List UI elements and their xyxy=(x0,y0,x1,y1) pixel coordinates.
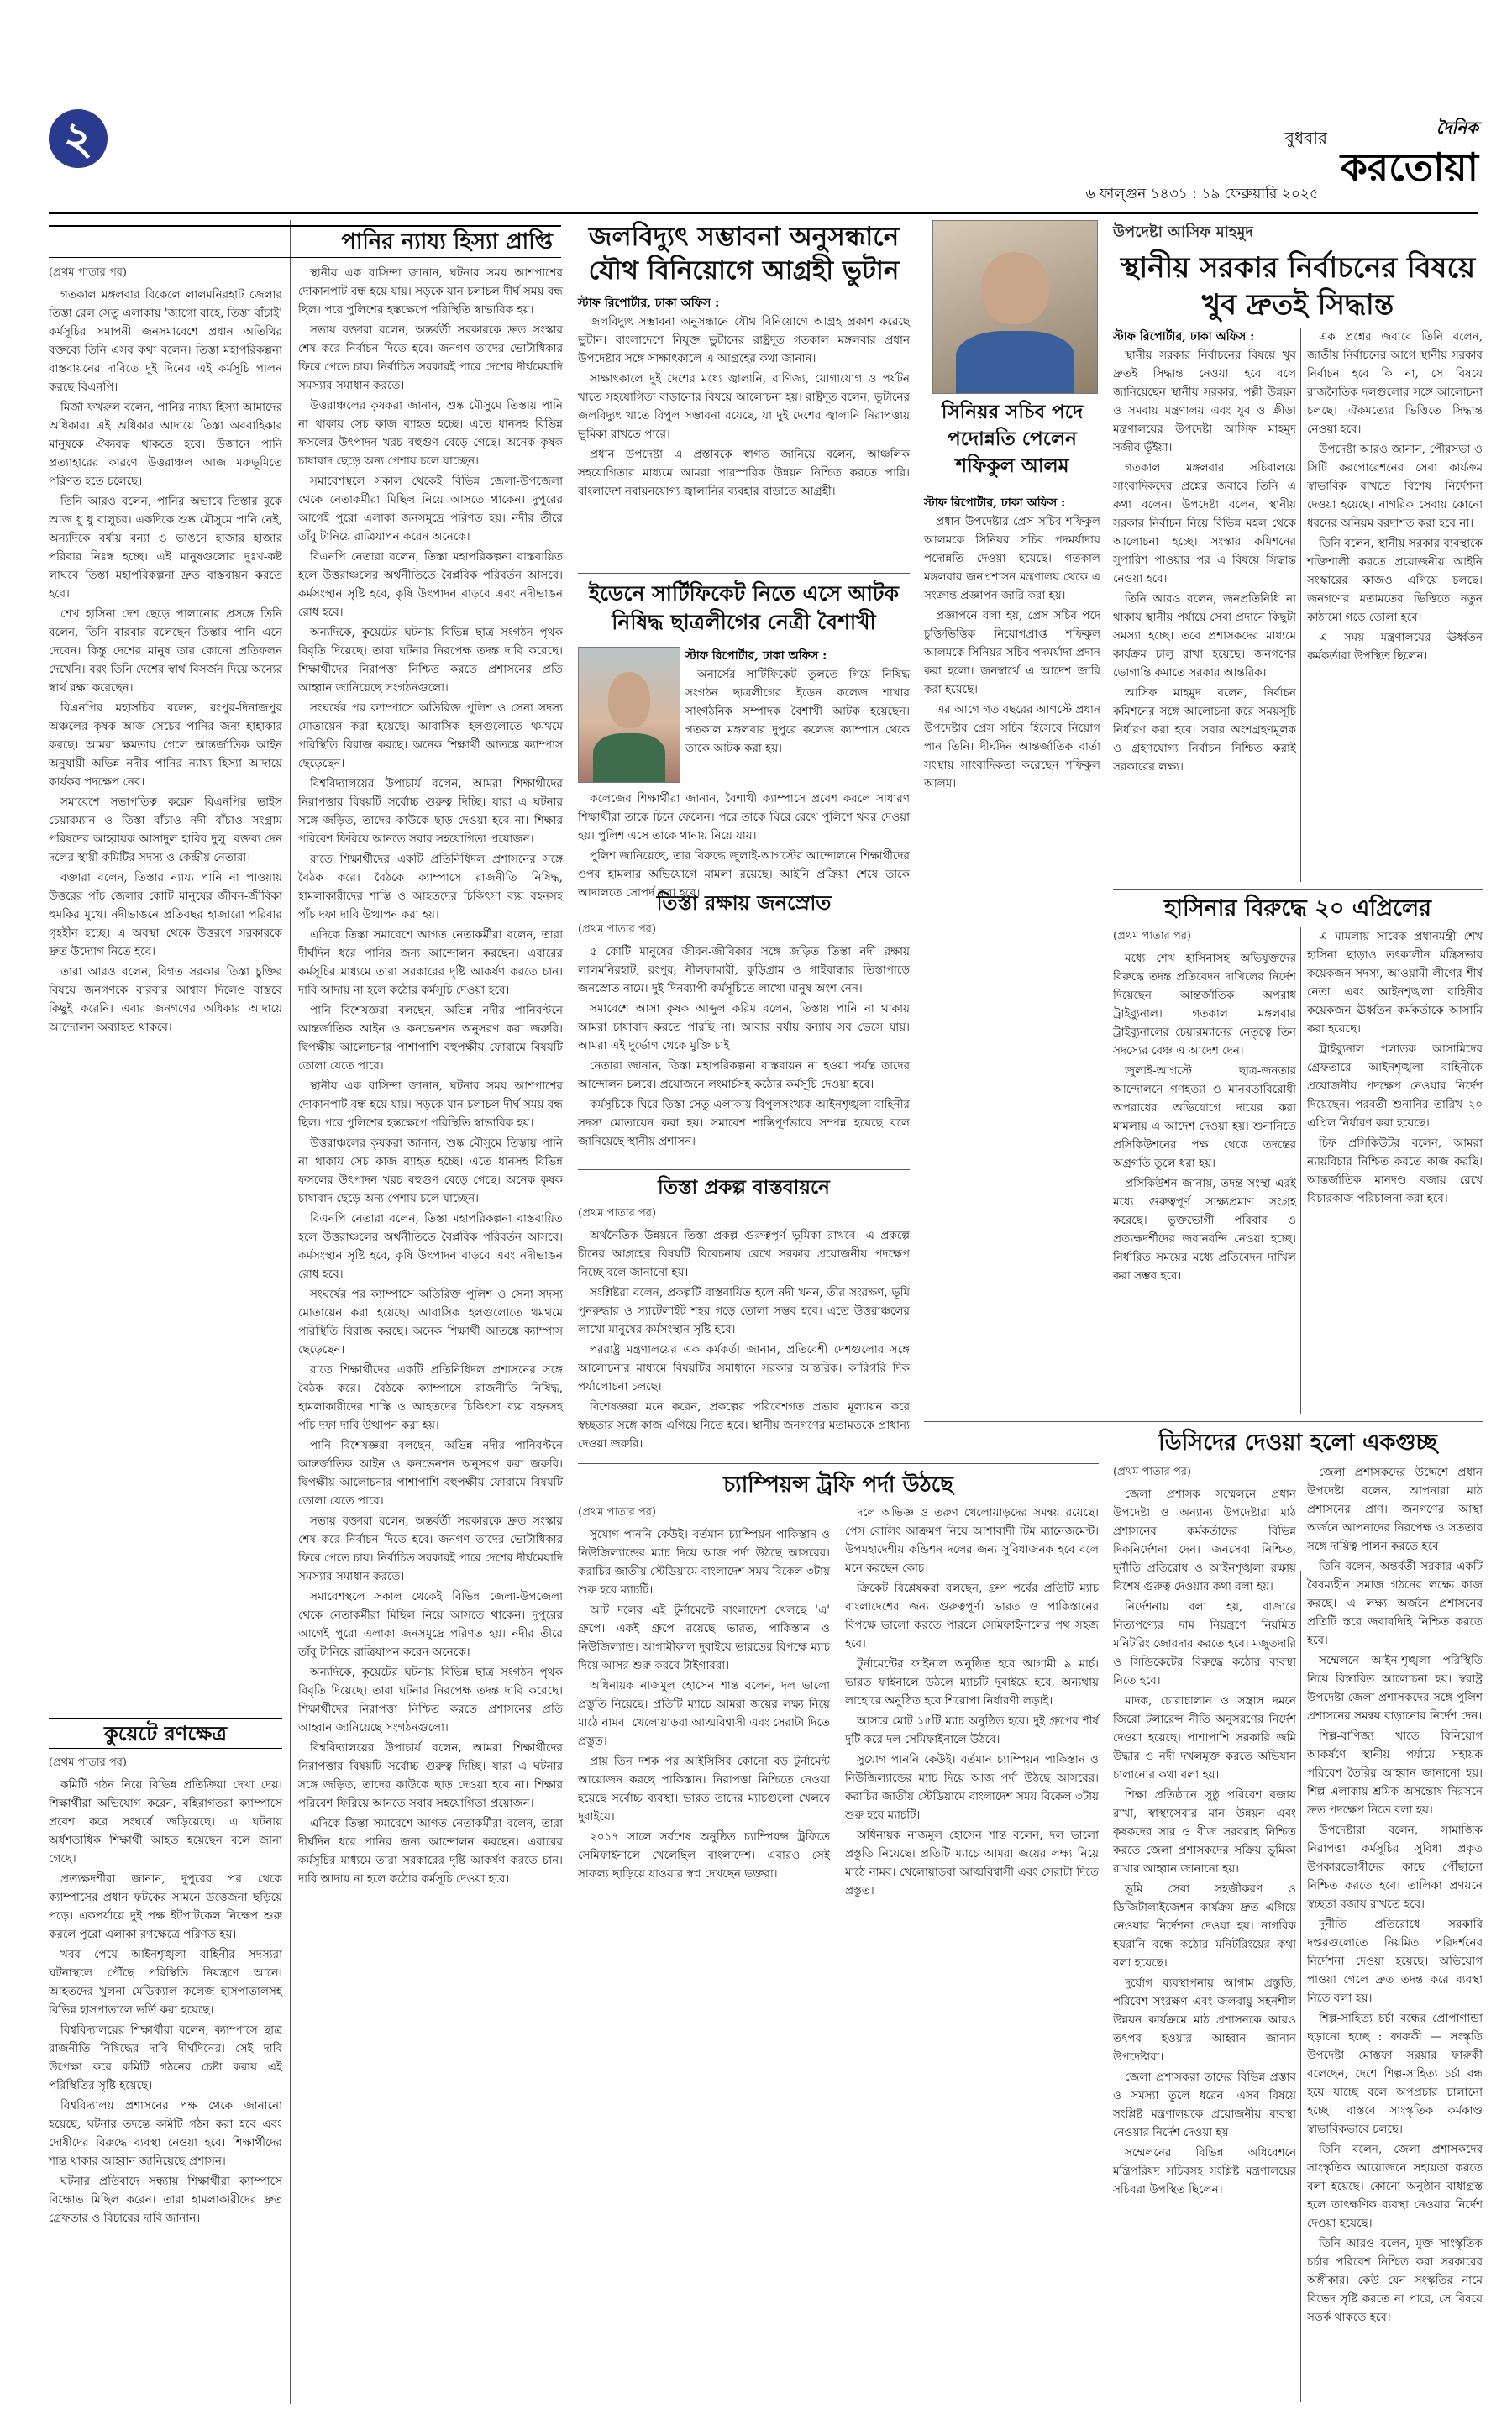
paragraph: তিনি আরও বলেন, মুক্ত সাংস্কৃতিক চর্চার পরিবেশ নিশ্চিত করা সরকারের অঙ্গীকার। কেউ যেন সংস্কৃতির নামে বিভেদ সৃষ্টি করতে না পারে, সে বিষয়ে সতর্ক থাকতে হবে। xyxy=(1307,2237,1483,2324)
paragraph: তিনি আরও বলেন, পানির অভাবে তিস্তার বুকে আজ ধু ধু বালুচর। একদিকে শুষ্ক মৌসুমে পানি নেই, অন্যদিকে বর্ষায় বন্যা ও ভাঙনে হাজার হাজার পরিবার নিঃস্ব হচ্ছে। এই মানুষগুলোর দুঃখ-কষ্ট লাঘবে তিস্তা মহাপরিকল্পনা দ্রুত বাস্তবায়ন করতে হবে। xyxy=(49,495,282,601)
paragraph: এ মামলায় সাবেক প্রধানমন্ত্রী শেখ হাসিনা ছাড়াও তৎকালীন মন্ত্রিসভার কয়েকজন সদস্য, আওয়ামী লীগের শীর্ষ নেতা এবং আইনশৃঙ্খলা বাহিনীর কয়েকজন ঊর্ধ্বতন কর্মকর্তাকে আসামি করা হয়েছে। xyxy=(1307,930,1483,1036)
paragraph: অন্যদিকে, কুয়েটের ঘটনায় বিভিন্ন ছাত্র সংগঠন পৃথক বিবৃতি দিয়েছে। তারা ঘটনার নিরপেক্ষ তদন্ত দাবি করেছে। শিক্ষার্থীদের নিরাপত্তা নিশ্চিত করতে প্রশাসনের প্রতি আহ্বান জানিয়েছে সংগঠনগুলো। xyxy=(298,1666,563,1735)
story-headline-box xyxy=(1113,220,1483,323)
article-hasina-cont xyxy=(1307,927,1483,1414)
article-champions-trophy-cont xyxy=(845,1504,1099,2401)
paragraph: প্রসিকিউশন জানায়, তদন্ত সংস্থা এরই মধ্যে গুরুত্বপূর্ণ সাক্ষ্যপ্রমাণ সংগ্রহ করেছে। ভুক্তভোগী পরিবার ও প্রত্যক্ষদর্শীদের জবানবন্দি নেওয়া হচ্ছে। নির্ধারিত সময়ের মধ্যে প্রতিবেদন দাখিল করা সম্ভব হবে। xyxy=(1113,1177,1296,1283)
paragraph: বিশ্ববিদ্যালয়ের শিক্ষার্থীরা বলেন, ক্যাম্পাসে ছাত্র রাজনীতি নিষিদ্ধের দাবি দীর্ঘদিনের। সেই দাবি উপেক্ষা করে কমিটি গঠনের চেষ্টা করায় এই পরিস্থিতির সৃষ্টি হয়েছে। xyxy=(49,2023,282,2092)
photo-baishakhi xyxy=(578,647,680,783)
article-dc xyxy=(1113,1463,1296,2401)
paragraph: উত্তরাঞ্চলের কৃষকরা জানান, শুষ্ক মৌসুমে তিস্তায় পানি না থাকায় সেচ কাজ ব্যাহত হচ্ছে। এতে ধানসহ বিভিন্ন ফসলের উৎপাদন খরচ বহুগুণ বেড়ে গেছে। অনেক কৃষক চাষাবাদ ছেড়ে অন্য পেশায় চলে যাচ্ছেন। xyxy=(298,1136,563,1205)
paragraph: জলবিদ্যুৎ সম্ভাবনা অনুসন্ধানে যৌথ বিনিয়োগে আগ্রহ প্রকাশ করেছে ভুটান। বাংলাদেশে নিযুক্ত ভুটানের রাষ্ট্রদূত গতকাল মঙ্গলবার প্রধান উপদেষ্টার সঙ্গে সাক্ষাৎকালে এ আগ্রহের কথা জানান। xyxy=(578,315,910,365)
paragraph: রাতে শিক্ষার্থীদের একটি প্রতিনিধিদল প্রশাসনের সঙ্গে বৈঠক করে। বৈঠকে ক্যাম্পাসে রাজনীতি নিষিদ্ধ, হামলাকারীদের শাস্তি ও আহতদের চিকিৎসা ব্যয় বহনসহ পাঁচ দফা দাবি উত্থাপন করা হয়। xyxy=(298,1363,563,1432)
paragraph: প্রধান উপদেষ্টা এ প্রস্তাবকে স্বাগত জানিয়ে বলেন, আঞ্চলিক সহযোগিতার মাধ্যমে আমরা পারস্পরিক উন্নয়ন নিশ্চিত করতে পারি। বাংলাদেশ নবায়নযোগ্য জ্বালানির ব্যবহার বাড়াতে আগ্রহী। xyxy=(578,448,910,498)
masthead-small: দৈনিক xyxy=(1436,118,1478,138)
paragraph: আসিফ মাহমুদ বলেন, নির্বাচন কমিশনের সঙ্গে আলোচনা করে সময়সূচি নির্ধারণ করা হবে। সবার অংশগ্রহণমূলক ও গ্রহণযোগ্য নির্বাচন নিশ্চিত করাই সরকারের লক্ষ্য। xyxy=(1113,686,1296,774)
paragraph: শেখ হাসিনা দেশ ছেড়ে পালানোর প্রসঙ্গে তিনি বলেন, তিনি বারবার বলেছেন তিস্তার পানি এনে দেবেন। কিন্তু দেশের মানুষ তার কোনো প্রতিফলন দেখেনি। বরং তিনি দেশের স্বার্থ বিসর্জন দিয়ে অন্যের স্বার্থ রক্ষা করেছেন। xyxy=(49,607,282,695)
paragraph: সম্মেলনের বিভিন্ন অধিবেশনে মন্ত্রিপরিষদ সচিবসহ সংশ্লিষ্ট মন্ত্রণালয়ের সচিবরা উপস্থিত ছিলেন। xyxy=(1113,2146,1296,2196)
paragraph: আসরে মোট ১৫টি ম্যাচ অনুষ্ঠিত হবে। দুই গ্রুপের শীর্ষ দুটি করে দল সেমিফাইনালে উঠবে। xyxy=(845,1714,1099,1746)
byline: স্টাফ রিপোর্টার, ঢাকা অফিস : xyxy=(924,496,1066,510)
paragraph: স্থানীয় সরকার নির্বাচনের বিষয়ে খুব দ্রুতই সিদ্ধান্ত নেওয়া হবে বলে জানিয়েছেন স্থানীয় সরকার, পল্লী উন্নয়ন ও সমবায় মন্ত্রণালয় এবং যুব ও ক্রীড়া মন্ত্রণালয়ের উপদেষ্টা আসিফ মাহমুদ সজীব ভূঁইয়া। xyxy=(1113,349,1296,454)
paragraph: সংঘর্ষের পর ক্যাম্পাসে অতিরিক্ত পুলিশ ও সেনা সদস্য মোতায়েন করা হয়েছে। আবাসিক হলগুলোতে থমথমে পরিস্থিতি বিরাজ করছে। অনেক শিক্ষার্থী আতঙ্কে ক্যাম্পাস ছেড়েছেন। xyxy=(298,1288,563,1357)
paragraph: বিশ্ববিদ্যালয়ের উপাচার্য বলেন, আমরা শিক্ষার্থীদের নিরাপত্তার বিষয়টি সর্বোচ্চ গুরুত্ব দিচ্ছি। যারা এ ঘটনার সঙ্গে জড়িত, তাদের কাউকে ছাড় দেওয়া হবে না। শিক্ষার পরিবেশ ফিরিয়ে আনতে সবার সহযোগিতা প্রয়োজন। xyxy=(298,1741,563,1810)
story-headline-box xyxy=(578,580,910,637)
paragraph: দলে অভিজ্ঞ ও তরুণ খেলোয়াড়দের সমন্বয় রয়েছে। পেস বোলিং আক্রমণ নিয়ে আশাবাদী টিম ম্যানেজমেন্ট। উপমহাদেশীয় কন্ডিশন দলের জন্য সুবিধাজনক হবে বলে মনে করছেন কোচ। xyxy=(845,1506,1099,1575)
article-hasina xyxy=(1113,927,1296,1414)
story-divider xyxy=(578,1463,1099,1464)
headline-eden: ইডেনে সার্টিফিকেট নিতে এসে আটক নিষিদ্ধ ছাত্রলীগের নেত্রী বৈশাখী xyxy=(588,581,900,634)
photo-face xyxy=(981,252,1050,324)
headline-teesta-crowd: তিস্তা রক্ষায় জনস্রোত xyxy=(656,890,832,915)
byline: স্টাফ রিপোর্টার, ঢাকা অফিস : xyxy=(685,649,827,663)
paragraph: তিনি বলেন, অন্তর্বর্তী সরকার একটি বৈষম্যহীন সমাজ গঠনের লক্ষ্যে কাজ করছে। এ লক্ষ্য অর্জনে প্রশাসনের প্রতিটি স্তরে জবাবদিহি নিশ্চিত করতে হবে। xyxy=(1307,1560,1483,1647)
headline-kicker: উপদেষ্টা আসিফ মাহমুদ xyxy=(1113,223,1253,241)
paragraph: সভায় বক্তারা বলেন, অন্তর্বর্তী সরকারকে দ্রুত সংস্কার শেষ করে নির্বাচন দিতে হবে। জনগণ তাদের ভোটাধিকার ফিরে পেতে চায়। নির্বাচিত সরকারই পারে দেশের দীর্ঘমেয়াদি সমস্যার সমাধান করতে। xyxy=(298,323,563,392)
paragraph: এর আগে গত বছরের আগস্টে প্রধান উপদেষ্টার প্রেস সচিব হিসেবে নিয়োগ পান তিনি। দীর্ঘদিন আন্তর্জাতিক বার্তা সংস্থায় সাংবাদিকতা করেছেন শফিকুল আলম। xyxy=(924,703,1101,790)
paragraph: প্রজ্ঞাপনে বলা হয়, প্রেস সচিব পদে চুক্তিভিত্তিক নিয়োগপ্রাপ্ত শফিকুল আলমকে সিনিয়র সচিব পদমর্যাদা প্রদান করা হলো। জনস্বার্থে এ আদেশ জারি করা হয়েছে। xyxy=(924,609,1100,696)
paragraph: প্রায় তিন দশক পর আইসিসির কোনো বড় টুর্নামেন্ট আয়োজন করছে পাকিস্তান। নিরাপত্তা নিশ্চিতে নেওয়া হয়েছে সর্বোচ্চ ব্যবস্থা। ভারত তাদের ম্যাচগুলো খেলবে দুবাইয়ে। xyxy=(578,1755,830,1824)
paragraph: এক প্রশ্নের জবাবে তিনি বলেন, জাতীয় নির্বাচনের আগে স্থানীয় সরকার নির্বাচন হবে কি না, সে বিষয়ে রাজনৈতিক দলগুলোর সঙ্গে আলোচনা চলছে। ঐকমত্যের ভিত্তিতে সিদ্ধান্ত নেওয়া হবে। xyxy=(1307,330,1483,436)
article-local-election xyxy=(1113,328,1296,882)
headline-hasina: হাসিনার বিরুদ্ধে ২০ এপ্রিলের xyxy=(1163,895,1432,921)
paragraph: তিনি আরও বলেন, জনপ্রতিনিধি না থাকায় স্থানীয় পর্যায়ে সেবা প্রদানে কিছুটা সমস্যা হচ্ছে। তবে প্রশাসকদের মাধ্যমে কার্যক্রম চালু রাখা হয়েছে। জনগণের ভোগান্তি কমাতে সরকার আন্তরিক। xyxy=(1113,592,1296,680)
paragraph: কলেজের শিক্ষার্থীরা জানান, বৈশাখী ক্যাম্পাসে প্রবেশ করলে সাধারণ শিক্ষার্থীরা তাকে চিনে ফেলেন। পরে তাকে ঘিরে রেখে পুলিশে খবর দেওয়া হয়। পুলিশ এসে তাকে থানায় নিয়ে যায়। xyxy=(578,792,910,842)
paragraph: পররাষ্ট্র মন্ত্রণালয়ের এক কর্মকর্তা জানান, প্রতিবেশী দেশগুলোর সঙ্গে আলোচনার মাধ্যমে বিষয়টির সমাধানে সরকার আন্তরিক। কারিগরি দিক পর্যালোচনা চলছে। xyxy=(578,1343,910,1393)
paragraph: দুর্নীতি প্রতিরোধে সরকারি দপ্তরগুলোতে নিয়মিত পরিদর্শনের নির্দেশনা দেওয়া হয়েছে। অভিযোগ পাওয়া গেলে দ্রুত তদন্ত করে ব্যবস্থা নিতে বলা হয়। xyxy=(1307,1918,1483,2005)
story-divider xyxy=(578,1169,910,1170)
paragraph: তারা আরও বলেন, বিগত সরকার তিস্তা চুক্তির বিষয়ে জনগণকে বারবার আশ্বাস দিলেও বাস্তবে কিছুই করেনি। এবার জনগণের অধিকার আদায়ে আন্দোলন অব্যাহত থাকবে। xyxy=(49,965,282,1034)
paragraph: শিক্ষা প্রতিষ্ঠানে সুষ্ঠু পরিবেশ বজায় রাখা, স্বাস্থ্যসেবার মান উন্নয়ন এবং কৃষকদের সার ও বীজ সরবরাহ নিশ্চিত করতে জেলা প্রশাসকদের সক্রিয় ভূমিকা রাখার আহ্বান জানানো হয়। xyxy=(1113,1788,1296,1876)
paragraph: এ সময় মন্ত্রণালয়ের ঊর্ধ্বতন কর্মকর্তারা উপস্থিত ছিলেন। xyxy=(1307,631,1483,663)
continued-label: (প্রথম পাতার পর) xyxy=(578,1207,656,1220)
continued-label: (প্রথম পাতার পর) xyxy=(49,266,127,279)
paragraph: অধিনায়ক নাজমুল হোসেন শান্ত বলেন, দল ভালো প্রস্তুতি নিয়েছে। প্রতিটি ম্যাচে আমরা জয়ের লক্ষ্য নিয়ে মাঠে নামব। খেলোয়াড়রা আত্মবিশ্বাসী এবং সেরাটা দিতে প্রস্তুত। xyxy=(578,1679,830,1748)
story-headline-box xyxy=(49,225,561,258)
paragraph: সমাবেশস্থলে সকাল থেকেই বিভিন্ন জেলা-উপজেলা থেকে নেতাকর্মীরা মিছিল নিয়ে আসতে থাকেন। দুপুরের আগেই পুরো এলাকা জনসমুদ্রে পরিণত হয়। নদীর তীরে তাঁবু টানিয়ে রাত্রিযাপন করেন অনেকে। xyxy=(298,1590,563,1659)
paragraph: তিনি বলেন, জেলা প্রশাসকদের সাংস্কৃতিক আয়োজনে সহায়তা করতে বলা হয়েছে। কোনো অনুষ্ঠান বাধাগ্রস্ত হলে তাৎক্ষণিক ব্যবস্থা নেওয়ার নির্দেশ দেওয়া হয়েছে। xyxy=(1307,2143,1483,2230)
paragraph: অনার্সের সার্টিফিকেট তুলতে গিয়ে নিষিদ্ধ সংগঠন ছাত্রলীগের ইডেন কলেজ শাখার সাংগঠনিক সম্পাদক বৈশাখী আটক হয়েছেন। গতকাল মঙ্গলবার দুপুরে কলেজ ক্যাম্পাস থেকে তাকে আটক করা হয়। xyxy=(685,668,910,755)
story-divider xyxy=(578,573,910,574)
paragraph: অর্থনৈতিক উন্নয়নে তিস্তা প্রকল্প গুরুত্বপূর্ণ ভূমিকা রাখবে। এ প্রকল্পে চীনের আগ্রহের বিষয়টি বিবেচনায় রেখে সরকার প্রয়োজনীয় পদক্ষেপ নিচ্ছে বলে জানানো হয়। xyxy=(578,1229,910,1279)
article-local-election-cont xyxy=(1307,328,1483,882)
paragraph: ২০১৭ সালে সর্বশেষ অনুষ্ঠিত চ্যাম্পিয়ন্স ট্রফিতে সেমিফাইনালে খেলেছিল বাংলাদেশ। এবারও সেই সাফল্য ছাড়িয়ে যাওয়ার স্বপ্ন দেখছেন ভক্তরা। xyxy=(578,1830,830,1881)
issue-day: বুধবার xyxy=(1284,128,1327,148)
paragraph: মধ্যে শেখ হাসিনাসহ অভিযুক্তদের বিরুদ্ধে তদন্ত প্রতিবেদন দাখিলের নির্দেশ দিয়েছেন আন্তর্জাতিক অপরাধ ট্রাইব্যুনাল। গতকাল মঙ্গলবার ট্রাইব্যুনালের চেয়ারম্যানের নেতৃত্বে তিন সদস্যের বেঞ্চ এ আদেশ দেন। xyxy=(1113,952,1296,1058)
headline-water-share: পানির ন্যায্য হিস্যা প্রাপ্তি xyxy=(341,229,553,255)
article-promotion xyxy=(924,494,1100,1458)
paragraph: ট্রাইব্যুনাল পলাতক আসামিদের গ্রেফতারে আইনশৃঙ্খলা বাহিনীকে প্রয়োজনীয় পদক্ষেপ নেওয়ার নির্দেশ দিয়েছেন। পরবর্তী শুনানির তারিখ ২০ এপ্রিল নির্ধারণ করা হয়েছে। xyxy=(1307,1042,1483,1130)
article-bhutan xyxy=(578,294,910,563)
paragraph: জেলা প্রশাসকদের উদ্দেশে প্রধান উপদেষ্টা বলেন, আপনারা মাঠ প্রশাসনের প্রাণ। জনগণের আস্থা অর্জনে আপনাদের নিরপেক্ষ ও সততার সঙ্গে দায়িত্ব পালন করতে হবে। xyxy=(1307,1466,1483,1553)
paragraph: ঘটনার প্রতিবাদে সন্ধ্যায় শিক্ষার্থীরা ক্যাম্পাসে বিক্ষোভ মিছিল করেন। তারা হামলাকারীদের দ্রুত গ্রেফতার ও বিচারের দাবি জানান। xyxy=(49,2175,282,2225)
paragraph: ৫ কোটি মানুষের জীবন-জীবিকার সঙ্গে জড়িত তিস্তা নদী রক্ষায় লালমনিরহাট, রংপুর, নীলফামারী, কুড়িগ্রাম ও গাইবান্ধার তিস্তাপাড়ে জনস্রোত নামে। দুই দিনব্যাপী কর্মসূচিতে লাখো মানুষ অংশ নেন। xyxy=(578,945,910,995)
paragraph: আট দলের এই টুর্নামেন্টে বাংলাদেশ খেলছে 'এ' গ্রুপে। একই গ্রুপে রয়েছে ভারত, পাকিস্তান ও নিউজিল্যান্ড। আগামীকাল দুবাইয়ে ভারতের বিপক্ষে ম্যাচ দিয়ে আসর শুরু করবে টাইগাররা। xyxy=(578,1603,830,1672)
paragraph: গতকাল মঙ্গলবার সচিবালয়ে সাংবাদিকদের প্রশ্নের জবাবে তিনি এ কথা বলেন। উপদেষ্টা বলেন, স্থানীয় সরকার নির্বাচন নিয়ে বিভিন্ন মহল থেকে আলোচনা হচ্ছে। সংস্কার কমিশনের সুপারিশ পাওয়ার পর এ বিষয়ে সিদ্ধান্ত নেওয়া হবে। xyxy=(1113,461,1296,585)
paragraph: জেলা প্রশাসক সম্মেলনে প্রধান উপদেষ্টা ও অন্যান্য উপদেষ্টারা মাঠ প্রশাসনের কর্মকর্তাদের বিভিন্ন দিকনির্দেশনা দেন। জনসেবা নিশ্চিত, দুর্নীতি প্রতিরোধ ও আইনশৃঙ্খলা রক্ষায় বিশেষ গুরুত্ব দেওয়ার কথা বলা হয়। xyxy=(1113,1488,1296,1593)
continued-label: (প্রথম পাতার পর) xyxy=(1113,930,1191,942)
article-continuation xyxy=(298,264,563,2401)
paragraph: বিএনপি নেতারা বলেন, তিস্তা মহাপরিকল্পনা বাস্তবায়িত হলে উত্তরাঞ্চলের অর্থনীতিতে বৈপ্লবিক পরিবর্তন আসবে। কর্মসংস্থান সৃষ্টি হবে, কৃষি উৎপাদন বাড়বে এবং নদীভাঙন রোধ হবে। xyxy=(298,1212,563,1281)
photo-shafiqul-alam xyxy=(932,220,1098,394)
paragraph: জুলাই-আগস্টে ছাত্র-জনতার আন্দোলনে গণহত্যা ও মানবতাবিরোধী অপরাধের অভিযোগে দায়ের করা মামলায় এ আদেশ দেওয়া হয়। শুনানিতে প্রসিকিউশনের পক্ষ থেকে তদন্তের অগ্রগতি তুলে ধরা হয়। xyxy=(1113,1064,1296,1170)
paragraph: বিএনপির মহাসচিব বলেন, রংপুর-দিনাজপুর অঞ্চলের কৃষক আজ সেচের পানির জন্য হাহাকার করছে। আমরা ক্ষমতায় গেলে আন্তর্জাতিক আইন অনুযায়ী অভিন্ন নদীর পানির ন্যায্য হিস্যা আদায়ে কার্যকর পদক্ষেপ নেব। xyxy=(49,701,282,789)
story-headline-box xyxy=(49,1718,282,1749)
paragraph: এদিকে তিস্তা সমাবেশে আগত নেতাকর্মীরা বলেন, তারা দীর্ঘদিন ধরে পানির জন্য আন্দোলন করছেন। এবারের কর্মসূচির মাধ্যমে তারা সরকারের দৃষ্টি আকর্ষণ করতে চান। দাবি আদায় না হলে কঠোর কর্মসূচি দেওয়া হবে। xyxy=(298,928,563,997)
paragraph: দুর্যোগ ব্যবস্থাপনায় আগাম প্রস্তুতি, পরিবেশ সংরক্ষণ এবং জলবায়ু সহনশীল উন্নয়ন কার্যক্রমে মাঠ প্রশাসনকে আরও তৎপর হওয়ার আহ্বান জানান উপদেষ্টারা। xyxy=(1113,1976,1296,2064)
masthead-title: করতোয়া xyxy=(1340,144,1478,190)
paragraph: সম্মেলনে আইন-শৃঙ্খলা পরিস্থিতি নিয়ে বিস্তারিত আলোচনা হয়। স্বরাষ্ট্র উপদেষ্টা জেলা প্রশাসকদের সঙ্গে পুলিশ প্রশাসনের সমন্বয় বাড়ানোর নির্দেশ দেন। xyxy=(1307,1654,1483,1723)
paragraph: অধিনায়ক নাজমুল হোসেন শান্ত বলেন, দল ভালো প্রস্তুতি নিয়েছে। প্রতিটি ম্যাচে আমরা জয়ের লক্ষ্য নিয়ে মাঠে নামব। খেলোয়াড়রা আত্মবিশ্বাসী এবং সেরাটা দিতে প্রস্তুত। xyxy=(845,1829,1099,1897)
continued-label: (প্রথম পাতার পর) xyxy=(1113,1466,1191,1478)
column-divider xyxy=(1300,328,1301,882)
article-teesta-project xyxy=(578,1205,910,1456)
headline-teesta-project: তিস্তা প্রকল্প বাস্তবায়নে xyxy=(658,1176,830,1199)
article-eden xyxy=(685,647,910,790)
paragraph: সংশ্লিষ্টরা বলেন, প্রকল্পটি বাস্তবায়িত হলে নদী খনন, তীর সংরক্ষণ, ভূমি পুনরুদ্ধার ও স্যাটেলাইট শহর গড়ে তোলা সম্ভব হবে। এতে উত্তরাঞ্চলের লাখো মানুষের কর্মসংস্থান সৃষ্টি হবে। xyxy=(578,1286,910,1336)
paragraph: স্থানীয় এক বাসিন্দা জানান, ঘটনার সময় আশপাশের দোকানপাট বন্ধ হয়ে যায়। সড়কে যান চলাচল দীর্ঘ সময় বন্ধ ছিল। পরে পুলিশের হস্তক্ষেপে পরিস্থিতি স্বাভাবিক হয়। xyxy=(298,1079,563,1130)
paragraph: মাদক, চোরাচালান ও সন্ত্রাস দমনে জিরো টলারেন্স নীতি অনুসরণের নির্দেশ দেওয়া হয়েছে। পাশাপাশি সরকারি জমি উদ্ধার ও নদী দখলমুক্ত করতে অভিযান চালানোর কথা বলা হয়। xyxy=(1113,1694,1296,1782)
story-headline-box xyxy=(924,399,1100,480)
paragraph: পানি বিশেষজ্ঞরা বলছেন, অভিন্ন নদীর পানিবণ্টনে আন্তর্জাতিক আইন ও কনভেনশন অনুসরণ করা জরুরি। দ্বিপক্ষীয় আলোচনার পাশাপাশি বহুপক্ষীয় ফোরামে বিষয়টি তোলা যেতে পারে। xyxy=(298,1439,563,1508)
paragraph: মির্জা ফখরুল বলেন, পানির ন্যায্য হিস্যা আমাদের অধিকার। এই অধিকার আদায়ে তিস্তা অববাহিকার মানুষকে ঐক্যবদ্ধ থাকতে হবে। উজানে পানি প্রত্যাহারের কারণে উত্তরাঞ্চল আজ মরুভূমিতে পরিণত হতে চলেছে। xyxy=(49,401,282,488)
paragraph: সমাবেশস্থলে সকাল থেকেই বিভিন্ন জেলা-উপজেলা থেকে নেতাকর্মীরা মিছিল নিয়ে আসতে থাকেন। দুপুরের আগেই পুরো এলাকা জনসমুদ্রে পরিণত হয়। নদীর তীরে তাঁবু টানিয়ে রাত্রিযাপন করেন অনেকে। xyxy=(298,475,563,543)
paragraph: উপদেষ্টা আরও জানান, পৌরসভা ও সিটি করপোরেশনের সেবা কার্যক্রম স্বাভাবিক রাখতে বিশেষ নির্দেশনা দেওয়া হয়েছে। নাগরিক সেবায় কোনো ধরনের অনিয়ম বরদাশত করা হবে না। xyxy=(1307,443,1483,530)
paragraph: বিএনপি নেতারা বলেন, তিস্তা মহাপরিকল্পনা বাস্তবায়িত হলে উত্তরাঞ্চলের অর্থনীতিতে বৈপ্লবিক পরিবর্তন আসবে। কর্মসংস্থান সৃষ্টি হবে, কৃষি উৎপাদন বাড়বে এবং নদীভাঙন রোধ হবে। xyxy=(298,550,563,619)
story-headline-box xyxy=(578,1174,910,1201)
paragraph: শিল্প-সাহিত্য চর্চা বন্ধের প্রোপাগান্ডা ছড়ানো হচ্ছে : ফারুকী — সংস্কৃতি উপদেষ্টা মোস্তফা সরয়ার ফারুকী বলেছেন, দেশে শিল্প-সাহিত্য চর্চা বন্ধ হয়ে যাচ্ছে বলে অপপ্রচার চালানো হচ্ছে। বাস্তবে সাংস্কৃতিক কর্মকাণ্ড স্বাভাবিকভাবে চলছে। xyxy=(1307,2012,1483,2136)
story-divider xyxy=(1113,889,1483,890)
paragraph: অন্যদিকে, কুয়েটের ঘটনায় বিভিন্ন ছাত্র সংগঠন পৃথক বিবৃতি দিয়েছে। তারা ঘটনার নিরপেক্ষ তদন্ত দাবি করেছে। শিক্ষার্থীদের নিরাপত্তা নিশ্চিত করতে প্রশাসনের প্রতি আহ্বান জানিয়েছে সংগঠনগুলো। xyxy=(298,626,563,695)
headline-champions-trophy: চ্যাম্পিয়ন্স ট্রফি পর্দা উঠছে xyxy=(723,1472,953,1498)
paragraph: সুযোগ পাননি কেউই। বর্তমান চ্যাম্পিয়ন পাকিস্তান ও নিউজিল্যান্ডের ম্যাচ দিয়ে আজ পর্দা উঠছে আসরের। করাচির জাতীয় স্টেডিয়ামে বাংলাদেশ সময় বিকেল ৩টায় শুরু হবে ম্যাচটি। xyxy=(578,1528,830,1597)
story-headline-box xyxy=(1113,894,1483,924)
masthead xyxy=(1336,116,1478,208)
paragraph: প্রধান উপদেষ্টার প্রেস সচিব শফিকুল আলমকে সিনিয়র সচিব পদমর্যাদায় পদোন্নতি দেওয়া হয়েছে। গতকাল মঙ্গলবার জনপ্রশাসন মন্ত্রণালয় থেকে এ সংক্রান্ত প্রজ্ঞাপন জারি করা হয়। xyxy=(924,515,1100,602)
paragraph: টুর্নামেন্টের ফাইনাল অনুষ্ঠিত হবে আগামী ৯ মার্চ। ভারত ফাইনালে উঠলে ম্যাচটি দুবাইয়ে হবে, অন্যথায় লাহোরে অনুষ্ঠিত হবে শিরোপা নির্ধারণী লড়াই। xyxy=(845,1657,1099,1708)
paragraph: এদিকে তিস্তা সমাবেশে আগত নেতাকর্মীরা বলেন, তারা দীর্ঘদিন ধরে পানির জন্য আন্দোলন করছেন। এবারের কর্মসূচির মাধ্যমে তারা সরকারের দৃষ্টি আকর্ষণ করতে চান। দাবি আদায় না হলে কঠোর কর্মসূচি দেওয়া হবে। xyxy=(298,1817,563,1886)
paragraph: চিফ প্রসিকিউটর বলেন, আমরা ন্যায়বিচার নিশ্চিত করতে কাজ করছি। আন্তর্জাতিক মানদণ্ড বজায় রেখে বিচারকাজ পরিচালনা করা হবে। xyxy=(1307,1136,1483,1205)
paragraph: খবর পেয়ে আইনশৃঙ্খলা বাহিনীর সদস্যরা ঘটনাস্থলে পৌঁছে পরিস্থিতি নিয়ন্ত্রণে আনে। আহতদের খুলনা মেডিক্যাল কলেজ হাসপাতালসহ বিভিন্ন হাসপাতালে ভর্তি করা হয়েছে। xyxy=(49,1948,282,2017)
paragraph: উত্তরাঞ্চলের কৃষকরা জানান, শুষ্ক মৌসুমে তিস্তায় পানি না থাকায় সেচ কাজ ব্যাহত হচ্ছে। এতে ধানসহ বিভিন্ন ফসলের উৎপাদন খরচ বহুগুণ বেড়ে গেছে। অনেক কৃষক চাষাবাদ ছেড়ে অন্য পেশায় চলে যাচ্ছেন। xyxy=(298,399,563,468)
continued-label: (প্রথম পাতার পর) xyxy=(49,1756,127,1769)
paragraph: শিল্প-বাণিজ্য খাতে বিনিয়োগ আকর্ষণে স্থানীয় পর্যায়ে সহায়ক পরিবেশ তৈরির আহ্বান জানানো হয়। শিল্প এলাকায় শ্রমিক অসন্তোষ নিরসনে দ্রুত পদক্ষেপ নিতে বলা হয়। xyxy=(1307,1729,1483,1817)
photo-body xyxy=(956,331,1074,393)
paragraph: পুলিশ জানিয়েছে, তার বিরুদ্ধে জুলাই-আগস্টের আন্দোলনে শিক্ষার্থীদের ওপর হামলার অভিযোগে মামলা রয়েছে। আইনি প্রক্রিয়া শেষে তাকে আদালতে সোপর্দ করা হবে। xyxy=(578,849,910,900)
headline-local-election: স্থানীয় সরকার নির্বাচনের বিষয়ে খুব দ্রুতই সিদ্ধান্ত xyxy=(1120,251,1476,322)
paragraph: স্থানীয় এক বাসিন্দা জানান, ঘটনার সময় আশপাশের দোকানপাট বন্ধ হয়ে যায়। সড়কে যান চলাচল দীর্ঘ সময় বন্ধ ছিল। পরে পুলিশের হস্তক্ষেপে পরিস্থিতি স্বাভাবিক হয়। xyxy=(298,266,563,317)
article-eden-cont xyxy=(578,790,910,900)
column-divider xyxy=(1300,927,1301,1414)
paragraph: বিশ্ববিদ্যালয়ের উপাচার্য বলেন, আমরা শিক্ষার্থীদের নিরাপত্তার বিষয়টি সর্বোচ্চ গুরুত্ব দিচ্ছি। যারা এ ঘটনার সঙ্গে জড়িত, তাদের কাউকে ছাড় দেওয়া হবে না। শিক্ষার পরিবেশ ফিরিয়ে আনতে সবার সহযোগিতা প্রয়োজন। xyxy=(298,777,563,846)
page-number: ২ xyxy=(49,109,108,168)
article-dc-cont xyxy=(1307,1463,1483,2401)
paragraph: পানি বিশেষজ্ঞরা বলছেন, অভিন্ন নদীর পানিবণ্টনে আন্তর্জাতিক আইন ও কনভেনশন অনুসরণ করা জরুরি। দ্বিপক্ষীয় আলোচনার পাশাপাশি বহুপক্ষীয় ফোরামে বিষয়টি তোলা যেতে পারে। xyxy=(298,1004,563,1073)
paragraph: কর্মসূচিকে ঘিরে তিস্তা সেতু এলাকায় বিপুলসংখ্যক আইনশৃঙ্খলা বাহিনীর সদস্য মোতায়েন করা হয়। সমাবেশ শান্তিপূর্ণভাবে সম্পন্ন হয়েছে বলে জানিয়েছে স্থানীয় প্রশাসন। xyxy=(578,1098,910,1148)
story-divider xyxy=(924,1421,1483,1422)
article-teesta-crowd xyxy=(578,921,910,1164)
paragraph: বিশেষজ্ঞরা মনে করেন, প্রকল্পের পরিবেশগত প্রভাব মূল্যায়ন করে স্বচ্ছতার সঙ্গে কাজ এগিয়ে নিতে হবে। স্থানীয় জনগণের মতামতকে প্রাধান্য দেওয়া জরুরি। xyxy=(578,1400,910,1451)
paragraph: তিনি বলেন, স্থানীয় সরকার ব্যবস্থাকে শক্তিশালী করতে প্রয়োজনীয় আইনি সংস্কারের কাজও এগিয়ে চলছে। জনগণের মতামতের ভিত্তিতে নতুন কাঠামো গড়ে তোলা হবে। xyxy=(1307,537,1483,624)
column-divider xyxy=(1300,1571,1301,2402)
continued-label: (প্রথম পাতার পর) xyxy=(578,1506,656,1519)
paragraph: ভূমি সেবা সহজীকরণ ও ডিজিটালাইজেশন কার্যক্রম দ্রুত এগিয়ে নেওয়ার নির্দেশনা দেওয়া হয়। নাগরিক হয়রানি বন্ধে কঠোর মনিটরিংয়ের কথা বলা হয়েছে। xyxy=(1113,1882,1296,1970)
paragraph: সমাবেশে সভাপতিত্ব করেন বিএনপির ভাইস চেয়ারম্যান ও তিস্তা বাঁচাও নদী বাঁচাও সংগ্রাম পরিষদের আহ্বায়ক আসাদুল হাবিব দুলু। বক্তব্য দেন দলের স্থায়ী কমিটির সদস্য ও কেন্দ্রীয় নেতারা। xyxy=(49,795,282,864)
headline-dc: ডিসিদের দেওয়া হলো একগুচ্ছ xyxy=(1158,1430,1437,1456)
paragraph: নেতারা জানান, তিস্তা মহাপরিকল্পনা বাস্তবায়ন না হওয়া পর্যন্ত তাদের আন্দোলন চলবে। প্রয়োজনে লংমার্চসহ কঠোর কর্মসূচি দেওয়া হবে। xyxy=(578,1059,910,1091)
story-headline-box xyxy=(578,1470,1099,1500)
byline: স্টাফ রিপোর্টার, ঢাকা অফিস : xyxy=(1113,330,1255,344)
story-headline-box xyxy=(578,889,910,917)
paragraph: বিশ্ববিদ্যালয় প্রশাসনের পক্ষ থেকে জানানো হয়েছে, ঘটনার তদন্তে কমিটি গঠন করা হবে এবং দোষীদের বিরুদ্ধে ব্যবস্থা নেওয়া হবে। শিক্ষার্থীদের শান্ত থাকার আহ্বান জানিয়েছে প্রশাসন। xyxy=(49,2099,282,2168)
headline-kuet: কুয়েটে রণক্ষেত্র xyxy=(103,1721,228,1745)
paragraph: উপদেষ্টারা বলেন, সামাজিক নিরাপত্তা কর্মসূচির সুবিধা প্রকৃত উপকারভোগীদের কাছে পৌঁছানো নিশ্চিত করতে হবে। তালিকা প্রণয়নে স্বচ্ছতা বজায় রাখতে হবে। xyxy=(1307,1824,1483,1911)
article-kuet xyxy=(49,1754,282,2401)
paragraph: জেলা প্রশাসকরা তাদের বিভিন্ন প্রস্তাব ও সমস্যা তুলে ধরেন। এসব বিষয়ে সংশ্লিষ্ট মন্ত্রণালয়কে প্রয়োজনীয় ব্যবস্থা নেওয়ার নির্দেশ দেওয়া হয়। xyxy=(1113,2070,1296,2139)
paragraph: বক্তারা বলেন, তিস্তার ন্যায্য পানি না পাওয়ায় উত্তরের পাঁচ জেলার কোটি মানুষের জীবন-জীবিকা হুমকির মুখে। নদীভাঙনে প্রতিবছর হাজারো পরিবার গৃহহীন হচ্ছে। এ অবস্থা থেকে উত্তরণে সরকারকে দ্রুত উদ্যোগ নিতে হবে। xyxy=(49,871,282,958)
headline-bhutan: জলবিদ্যুৎ সম্ভাবনা অনুসন্ধানে যৌথ বিনিয়োগে আগ্রহী ভুটান xyxy=(588,222,900,286)
paragraph: রাতে শিক্ষার্থীদের একটি প্রতিনিধিদল প্রশাসনের সঙ্গে বৈঠক করে। বৈঠকে ক্যাম্পাসে রাজনীতি নিষিদ্ধ, হামলাকারীদের শাস্তি ও আহতদের চিকিৎসা ব্যয় বহনসহ পাঁচ দফা দাবি উত্থাপন করা হয়। xyxy=(298,853,563,921)
article-water-share xyxy=(49,264,282,1705)
issue-date: ৬ ফাল্গুন ১৪৩১ : ১৯ ফেব্রুয়ারি ২০২৫ xyxy=(1085,186,1319,202)
paragraph: গতকাল মঙ্গলবার বিকেলে লালমনিরহাট জেলার তিস্তা রেল সেতু এলাকায় 'জাগো বাহে, তিস্তা বাঁচাই' কর্মসূচির সমাপনী জনসমাবেশে প্রধান অতিথির বক্তব্যে তিনি এসব কথা বলেন। তিস্তা মহাপরিকল্পনা বাস্তবায়নের দাবিতে দুই দিনের এই কর্মসূচি পালন করছে বিএনপি। xyxy=(49,288,282,394)
paragraph: প্রত্যক্ষদর্শীরা জানান, দুপুরের পর থেকে ক্যাম্পাসের প্রধান ফটকের সামনে উত্তেজনা ছড়িয়ে পড়ে। একপর্যায়ে দুই পক্ষ ইটপাটকেল নিক্ষেপ শুরু করলে পুরো এলাকা রণক্ষেত্রে পরিণত হয়। xyxy=(49,1872,282,1941)
column-divider xyxy=(290,220,291,2404)
story-headline-box xyxy=(578,220,910,287)
byline: স্টাফ রিপোর্টার, ঢাকা অফিস : xyxy=(578,297,720,310)
paragraph: নির্দেশনায় বলা হয়, বাজারে নিত্যপণ্যের দাম নিয়ন্ত্রণে নিয়মিত মনিটরিং জোরদার করতে হবে। মজুতদারি ও সিন্ডিকেটের বিরুদ্ধে কঠোর ব্যবস্থা নিতে হবে। xyxy=(1113,1600,1296,1687)
headline-promotion: সিনিয়র সচিব পদে পদোন্নতি পেলেন শফিকুল আলম xyxy=(941,401,1084,477)
photo-face xyxy=(608,672,650,728)
paragraph: সুযোগ পাননি কেউই। বর্তমান চ্যাম্পিয়ন পাকিস্তান ও নিউজিল্যান্ডের ম্যাচ দিয়ে আজ পর্দা উঠছে আসরের। করাচির জাতীয় স্টেডিয়ামে বাংলাদেশ সময় বিকেল ৩টায় শুরু হবে ম্যাচটি। xyxy=(845,1753,1099,1822)
photo-body xyxy=(593,733,665,782)
paragraph: সাক্ষাৎকালে দুই দেশের মধ্যে জ্বালানি, বাণিজ্য, যোগাযোগ ও পর্যটন খাতে সহযোগিতা বাড়ানোর বিষয়ে আলোচনা হয়। রাষ্ট্রদূত বলেন, ভুটানের জলবিদ্যুৎ খাতে বিপুল সম্ভাবনা রয়েছে, যা দুই দেশের জ্বালানি নিরাপত্তায় ভূমিকা রাখতে পারে। xyxy=(578,372,910,441)
paragraph: সভায় বক্তারা বলেন, অন্তর্বর্তী সরকারকে দ্রুত সংস্কার শেষ করে নির্বাচন দিতে হবে। জনগণ তাদের ভোটাধিকার ফিরে পেতে চায়। নির্বাচিত সরকারই পারে দেশের দীর্ঘমেয়াদি সমস্যার সমাধান করতে। xyxy=(298,1514,563,1583)
article-champions-trophy xyxy=(578,1504,830,2401)
paragraph: ক্রিকেট বিশ্লেষকরা বলছেন, গ্রুপ পর্বের প্রতিটি ম্যাচ বাংলাদেশের জন্য গুরুত্বপূর্ণ। ভারত ও পাকিস্তানের বিপক্ষে ভালো করতে পারলে সেমিফাইনালের পথ সহজ হবে। xyxy=(845,1582,1099,1651)
story-headline-box xyxy=(1113,1428,1483,1458)
continued-label: (প্রথম পাতার পর) xyxy=(578,923,656,936)
header-rule xyxy=(49,212,1478,214)
paragraph: সংঘর্ষের পর ক্যাম্পাসে অতিরিক্ত পুলিশ ও সেনা সদস্য মোতায়েন করা হয়েছে। আবাসিক হলগুলোতে থমথমে পরিস্থিতি বিরাজ করছে। অনেক শিক্ষার্থী আতঙ্কে ক্যাম্পাস ছেড়েছেন। xyxy=(298,701,563,770)
paragraph: সমাবেশে আসা কৃষক আব্দুল করিম বলেন, তিস্তায় পানি না থাকায় আমরা চাষাবাদ করতে পারছি না। আবার বর্ষায় বন্যায় সব ভেসে যায়। আমরা এই দুর্ভোগ থেকে মুক্তি চাই। xyxy=(578,1002,910,1052)
paragraph: কমিটি গঠন নিয়ে বিভিন্ন প্রতিক্রিয়া দেখা দেয়। শিক্ষার্থীরা অভিযোগ করেন, বহিরাগতরা ক্যাম্পাসে প্রবেশ করে সংঘর্ষে জড়িয়েছে। এ ঘটনায় অর্ধশতাধিক শিক্ষার্থী আহত হয়েছেন বলে জানা গেছে। xyxy=(49,1778,282,1866)
